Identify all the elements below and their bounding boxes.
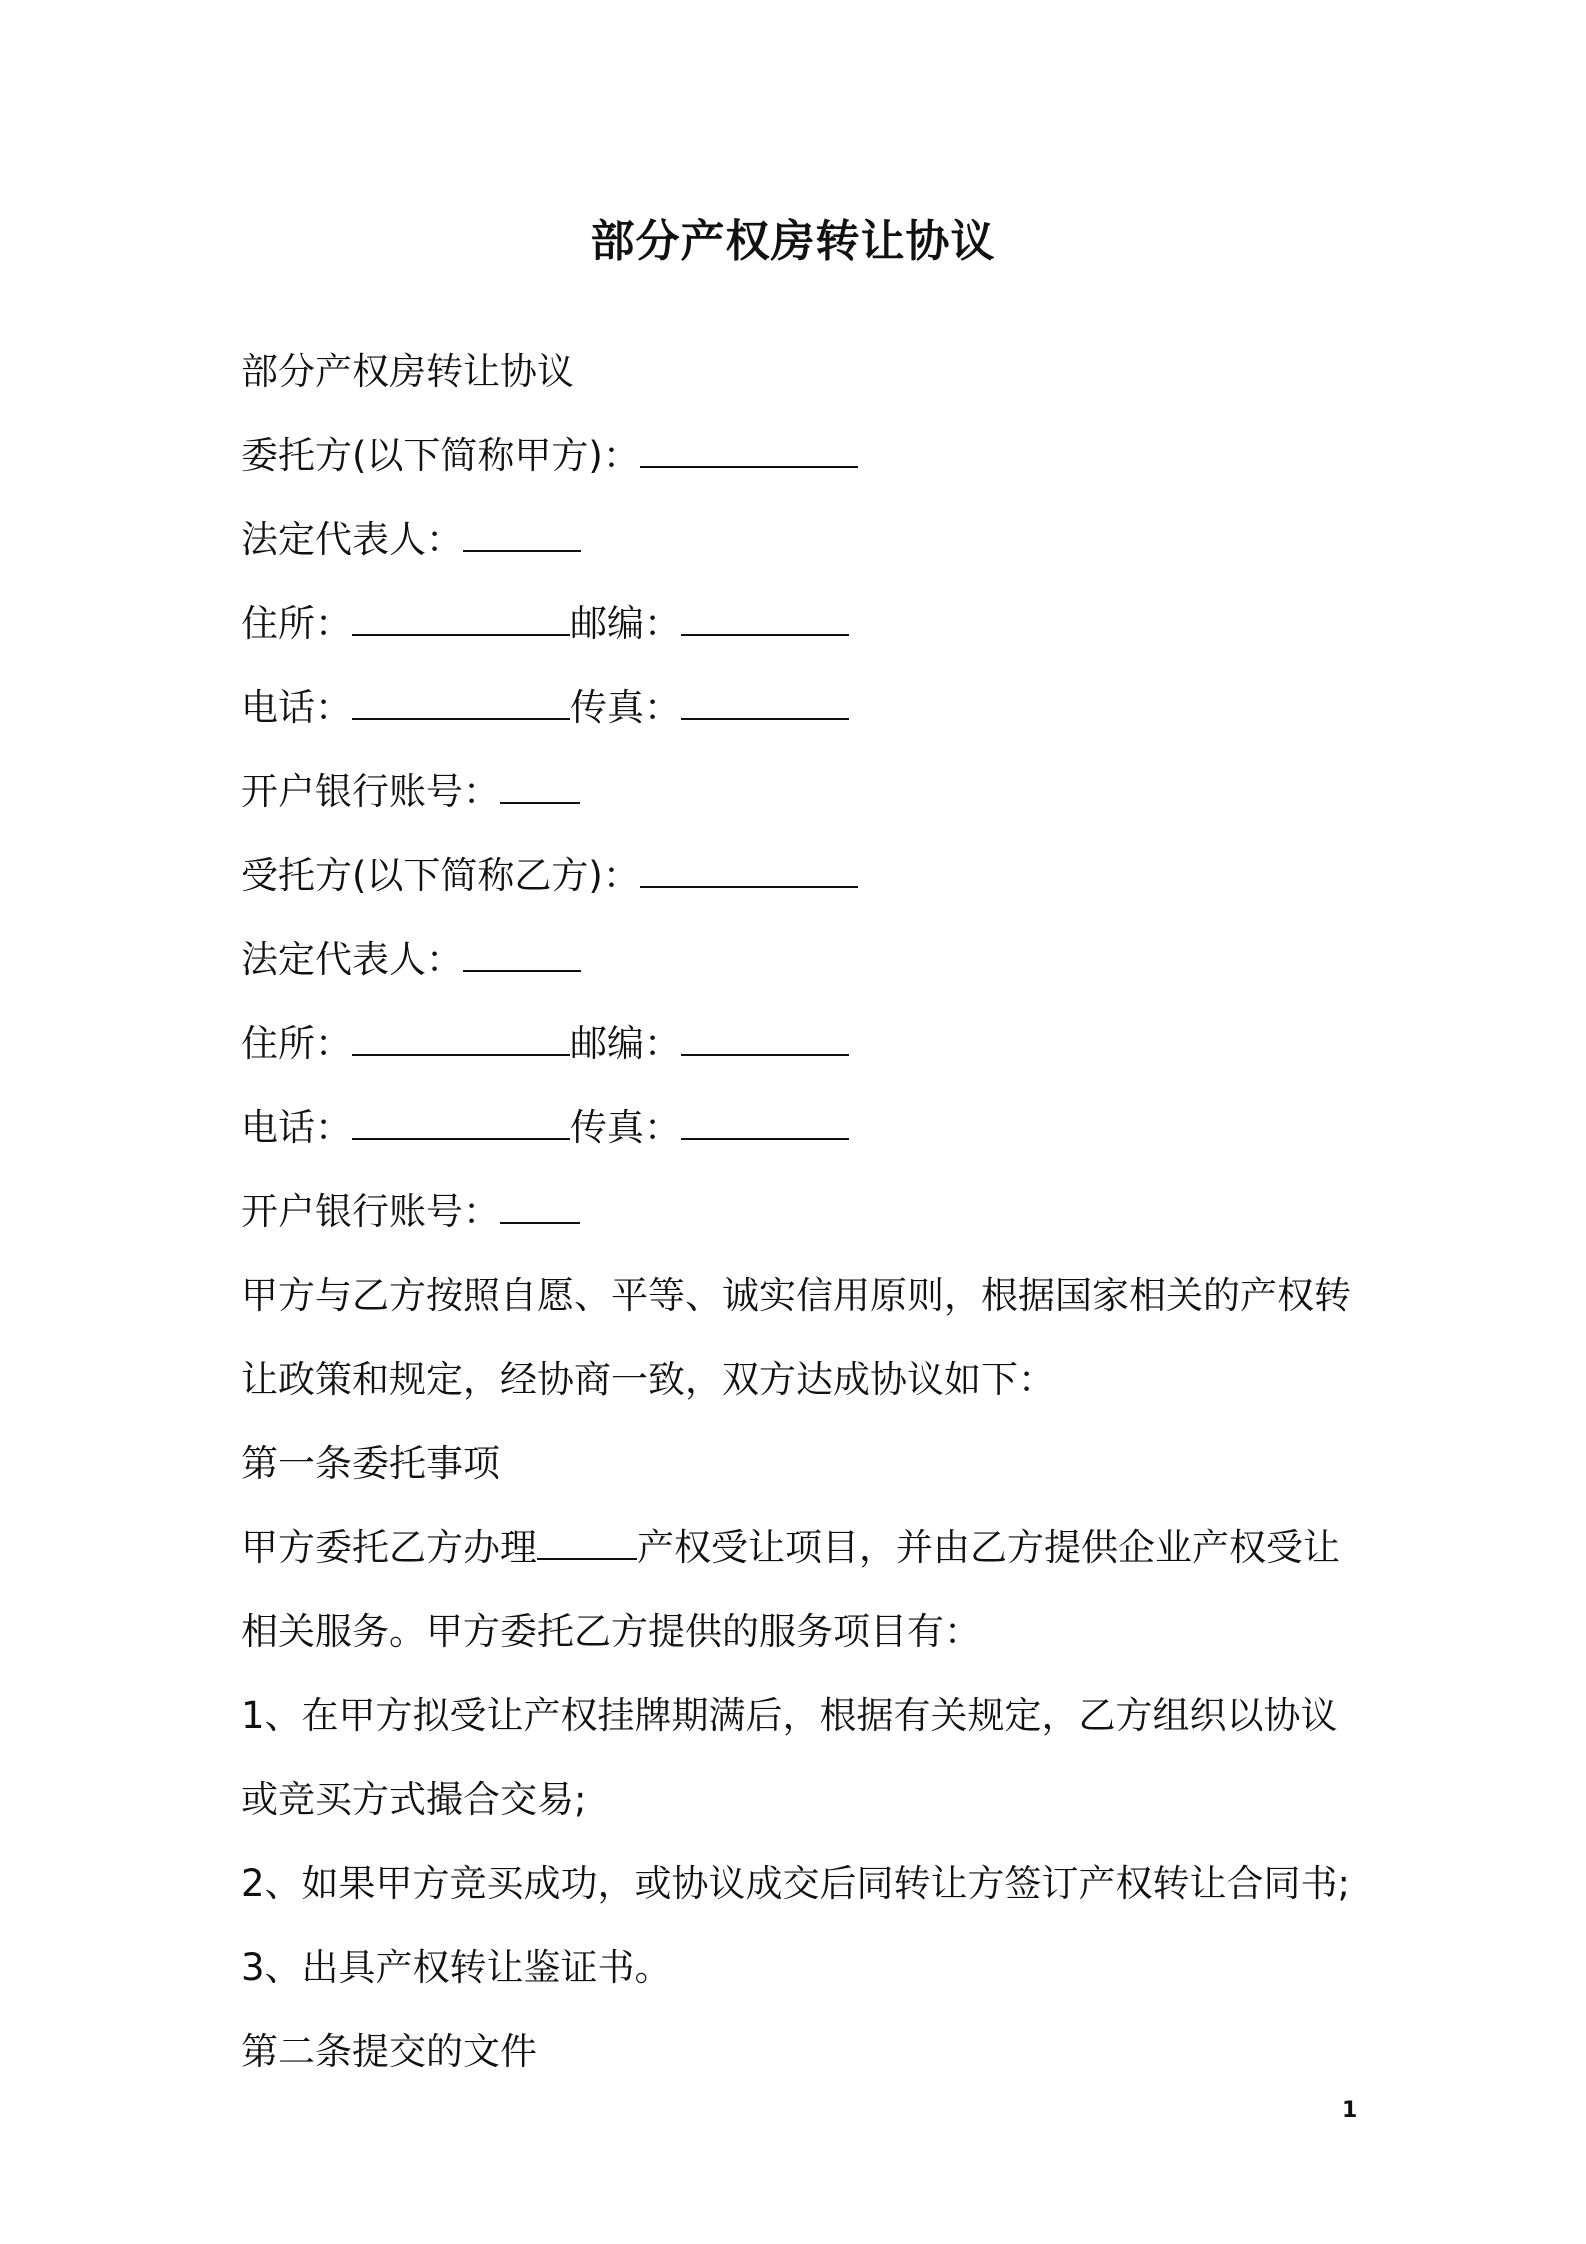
party-a-bank-line <box>241 750 1361 834</box>
item-1-line-1 <box>241 1674 1361 1758</box>
party-a-address-label: 住所： <box>241 602 352 645</box>
party-a-line <box>241 414 1361 498</box>
document-body <box>241 330 1361 2094</box>
subtitle: 部分产权房转让协议 <box>241 350 574 393</box>
party-a-rep-line <box>241 498 1361 582</box>
article-2-heading <box>241 2010 1361 2094</box>
a1-p2: 相关服务。甲方委托乙方提供的服务项目有： <box>241 1610 981 1653</box>
party-a-postcode-blank <box>681 596 849 636</box>
party-b-rep-line <box>241 918 1361 1002</box>
item-2-line <box>241 1842 1361 1926</box>
party-a-postcode-label: 邮编： <box>570 602 681 645</box>
document-title: 部分产权房转让协议 <box>590 216 996 267</box>
article-1-heading <box>241 1422 1361 1506</box>
party-a-phone-label: 电话： <box>241 686 352 729</box>
article-2-title: 第二条提交的文件 <box>241 2030 537 2073</box>
party-a-phone-line <box>241 666 1361 750</box>
item-3-line <box>241 1926 1361 2010</box>
party-b-rep-blank <box>463 932 581 972</box>
party-a-phone-blank <box>352 680 570 720</box>
party-b-rep-label: 法定代表人： <box>241 938 463 981</box>
party-b-label: 受托方(以下简称乙方)： <box>241 854 640 897</box>
party-a-rep-blank <box>463 512 581 552</box>
page-number: 1 <box>1342 2098 1358 2123</box>
item-1-line-2 <box>241 1758 1361 1842</box>
party-a-fax-label: 传真： <box>570 686 681 729</box>
subtitle-line <box>241 330 1361 414</box>
party-b-phone-label: 电话： <box>241 1106 352 1149</box>
a1-p1-after: 产权受让项目，并由乙方提供企业产权受让 <box>637 1526 1340 1569</box>
intro-line-2 <box>241 1338 1361 1422</box>
intro-text-1: 甲方与乙方按照自愿、平等、诚实信用原则，根据国家相关的产权转 <box>241 1274 1351 1317</box>
article-1-paragraph-2 <box>241 1590 1361 1674</box>
party-a-fax-blank <box>681 680 849 720</box>
party-b-bank-label: 开户银行账号： <box>241 1190 500 1233</box>
item-2-text: 2、如果甲方竞买成功，或协议成交后同转让方签订产权转让合同书; <box>241 1862 1351 1905</box>
item-1-text-2: 或竞买方式撮合交易; <box>241 1778 587 1821</box>
article-1-title: 第一条委托事项 <box>241 1442 500 1485</box>
party-b-blank <box>640 848 858 888</box>
party-a-bank-label: 开户银行账号： <box>241 770 500 813</box>
party-b-address-line <box>241 1002 1361 1086</box>
party-a-address-blank <box>352 596 570 636</box>
intro-text-2: 让政策和规定，经协商一致，双方达成协议如下： <box>241 1358 1055 1401</box>
item-3-text: 3、出具产权转让鉴证书。 <box>241 1946 672 1989</box>
party-b-bank-blank <box>500 1184 580 1224</box>
party-b-line <box>241 834 1361 918</box>
party-a-label: 委托方(以下简称甲方)： <box>241 434 640 477</box>
a1-project-blank <box>537 1520 637 1560</box>
party-b-postcode-label: 邮编： <box>570 1022 681 1065</box>
party-b-phone-blank <box>352 1100 570 1140</box>
a1-p1-before: 甲方委托乙方办理 <box>241 1526 537 1569</box>
item-1-text-1: 1、在甲方拟受让产权挂牌期满后，根据有关规定，乙方组织以协议 <box>241 1694 1338 1737</box>
party-b-address-label: 住所： <box>241 1022 352 1065</box>
party-a-bank-blank <box>500 764 580 804</box>
intro-line-1 <box>241 1254 1361 1338</box>
party-b-fax-label: 传真： <box>570 1106 681 1149</box>
party-b-address-blank <box>352 1016 570 1056</box>
party-a-blank <box>640 428 858 468</box>
party-a-address-line <box>241 582 1361 666</box>
party-b-phone-line <box>241 1086 1361 1170</box>
article-1-paragraph-1 <box>241 1506 1361 1590</box>
party-b-bank-line <box>241 1170 1361 1254</box>
party-b-fax-blank <box>681 1100 849 1140</box>
party-b-postcode-blank <box>681 1016 849 1056</box>
party-a-rep-label: 法定代表人： <box>241 518 463 561</box>
